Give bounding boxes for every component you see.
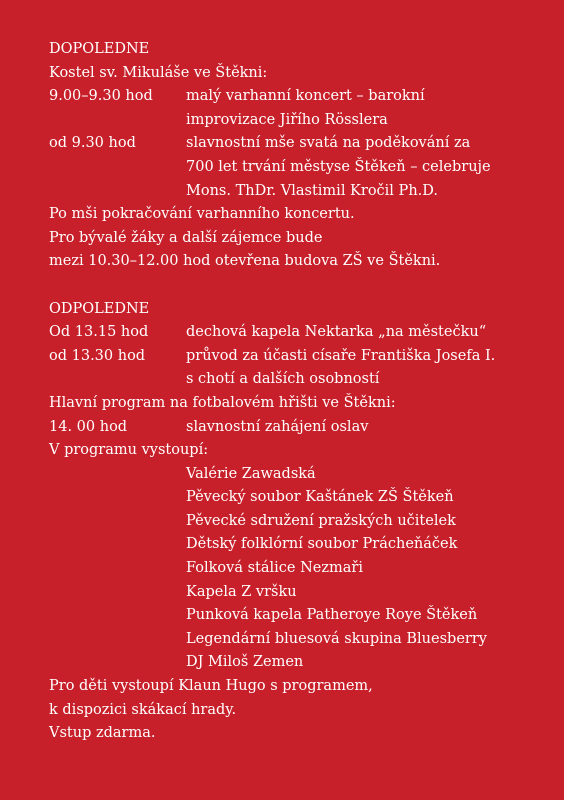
afternoon-heading: ODPOLEDNE: [49, 300, 150, 317]
performer-item: Pěvecký soubor Kaštánek ZŠ Štěkeň: [186, 489, 454, 506]
performer-item: Dětský folklórní soubor Prácheňáček: [186, 536, 458, 553]
morning-heading: DOPOLEDNE: [49, 41, 150, 57]
program-text: slavnostní zahájení oslav: [186, 418, 369, 435]
performer-item: Folková stálice Nezmaři: [186, 560, 363, 577]
program-time: Od 13.15 hod: [49, 324, 149, 341]
performer-item: Pěvecké sdružení pražských učitelek: [186, 512, 456, 529]
morning-note: Pro bývalé žáky a další zájemce bude: [49, 229, 323, 246]
program-time: 9.00–9.30 hod: [49, 88, 153, 105]
morning-note: mezi 10.30–12.00 hod otevřena budova ZŠ ve Štěkni.: [49, 253, 441, 270]
performer-item: Legendární bluesová skupina Bluesberry: [186, 630, 487, 647]
program-time: 14. 00 hod: [49, 418, 128, 435]
program-text: průvod za účasti císaře Františka Josefa I.: [186, 347, 496, 364]
performer-item: Valérie Zawadská: [186, 465, 316, 482]
program-text: malý varhanní koncert – barokní: [186, 88, 425, 105]
program-text-continued: s chotí a dalších osobností: [186, 371, 380, 388]
closing-note: k dispozici skákací hrady.: [49, 701, 237, 718]
program-text-continued: improvizace Jiřího Rösslera: [186, 111, 388, 128]
morning-venue: Kostel sv. Mikuláše ve Štěkni:: [49, 64, 268, 81]
main-program-venue: Hlavní program na fotbalovém hřišti ve Štěkni:: [49, 394, 396, 411]
closing-note: Vstup zdarma.: [49, 725, 156, 742]
program-time: od 13.30 hod: [49, 347, 146, 364]
section-spacer: [49, 274, 549, 298]
program-text: dechová kapela Nektarka „na městečku“: [186, 324, 487, 341]
performer-item: Punková kapela Patheroye Roye Štěkeň: [186, 607, 478, 624]
program-row: [49, 321, 549, 345]
program-text-continued: 700 let trvání městyse Štěkeň – celebruje: [186, 158, 491, 175]
performer-item: DJ Miloš Zemen: [186, 654, 304, 671]
closing-note: Pro děti vystoupí Klaun Hugo s programem,: [49, 678, 373, 695]
performer-item: Kapela Z vršku: [186, 583, 297, 600]
program-row: [49, 345, 549, 369]
program-row: [49, 132, 549, 156]
program-page: [49, 38, 549, 746]
performers-heading: V programu vystoupí:: [49, 442, 209, 459]
program-row: [49, 85, 549, 109]
program-text: slavnostní mše svatá na poděkování za: [186, 135, 471, 152]
program-time: od 9.30 hod: [49, 135, 136, 152]
program-text-continued: Mons. ThDr. Vlastimil Kročil Ph.D.: [186, 182, 438, 199]
program-row: [49, 416, 549, 440]
morning-note: Po mši pokračování varhanního koncertu.: [49, 206, 355, 223]
